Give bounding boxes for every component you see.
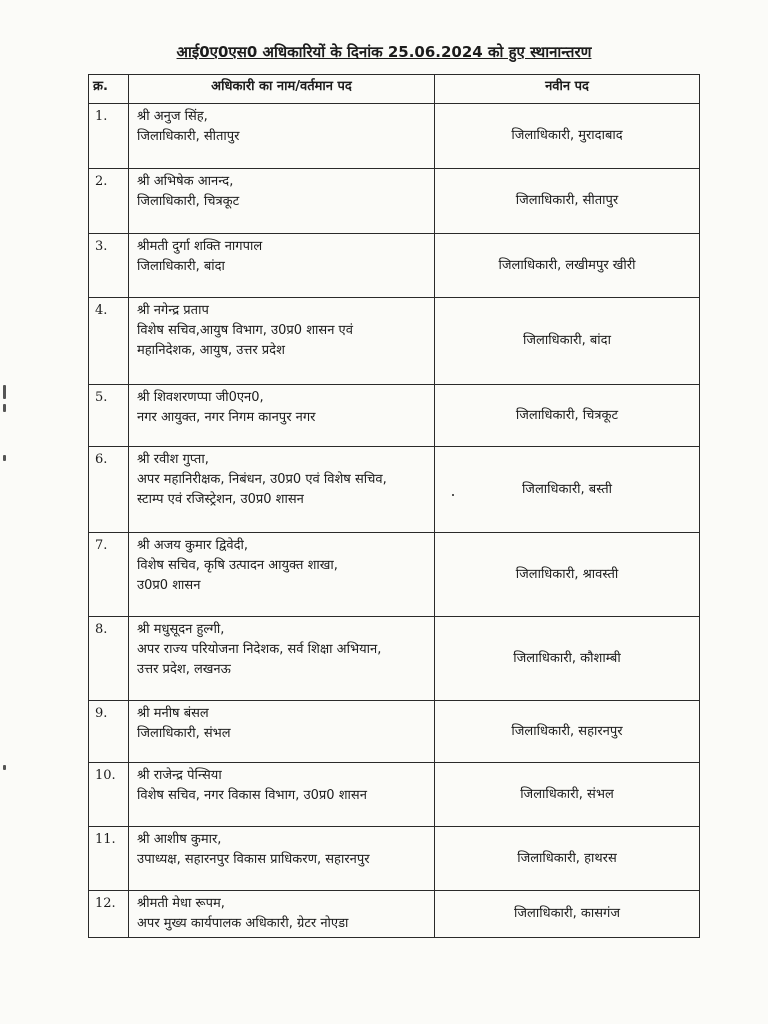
officer-cell [129,385,435,447]
officer-current-post: महानिदेशक, आयुष, उत्तर प्रदेश [137,343,285,358]
table-header-row [89,75,700,104]
stray-dot [452,494,454,496]
officer-name: श्री शिवशरणप्पा जी0एन0, [137,390,264,405]
officer-cell [129,298,435,385]
officer-current-post: विशेष सचिव, नगर विकास विभाग, उ0प्र0 शासन [137,788,367,803]
officer-cell [129,104,435,169]
officer-current-post: उ0प्र0 शासन [137,578,201,593]
officer-current-post: अपर महानिरीक्षक, निबंधन, उ0प्र0 एवं विशेष सचिव, [137,472,387,487]
officer-current-post: जिलाधिकारी, बांदा [137,259,225,274]
new-post-cell: जिलाधिकारी, हाथरस [435,827,700,891]
officer-name: श्री अभिषेक आनन्द, [137,174,234,189]
officer-current-post: जिलाधिकारी, सीतापुर [137,129,240,144]
serial-number: 5. [89,385,129,447]
officer-current-post: जिलाधिकारी, चित्रकूट [137,194,240,209]
new-post-cell: जिलाधिकारी, सहारनपुर [435,701,700,763]
officer-cell [129,701,435,763]
officer-cell [129,827,435,891]
serial-number: 3. [89,234,129,298]
officer-name: श्री नगेन्द्र प्रताप [137,303,209,318]
officer-cell [129,234,435,298]
document-title: आई0ए0एस0 अधिकारियों के दिनांक 25.06.2024 को हुए स्थानान्तरण [176,43,592,61]
serial-number: 12. [89,891,129,938]
serial-number: 7. [89,533,129,617]
scan-edge-mark [3,455,6,461]
serial-number: 6. [89,447,129,533]
officer-name: श्री अजय कुमार द्विवेदी, [137,538,249,553]
new-post-cell: जिलाधिकारी, सीतापुर [435,169,700,234]
officer-name: श्री मधुसूदन हुल्गी, [137,622,225,637]
new-post-cell: जिलाधिकारी, बस्ती [435,447,700,533]
officer-current-post: उपाध्यक्ष, सहारनपुर विकास प्राधिकरण, सहारनपुर [137,852,370,867]
officer-name: श्री अनुज सिंह, [137,109,208,124]
officer-name: श्रीमती मेधा रूपम, [137,896,225,911]
serial-number: 2. [89,169,129,234]
table-row [89,447,700,533]
table-row [89,827,700,891]
officer-cell [129,447,435,533]
officer-current-post: अपर मुख्य कार्यपालक अधिकारी, ग्रेटर नोएडा [137,916,349,931]
scan-edge-mark [3,385,6,399]
table-row [89,385,700,447]
new-post-cell: जिलाधिकारी, मुरादाबाद [435,104,700,169]
officer-current-post: जिलाधिकारी, संभल [137,726,231,741]
transfer-table [88,74,700,938]
scan-edge-mark [3,765,6,770]
new-post-cell: जिलाधिकारी, कौशाम्बी [435,617,700,701]
table-row [89,617,700,701]
officer-name: श्रीमती दुर्गा शक्ति नागपाल [137,239,263,254]
new-post-cell: जिलाधिकारी, कासगंज [435,891,700,938]
new-post-cell: जिलाधिकारी, चित्रकूट [435,385,700,447]
header-serial: क्र. [89,75,129,104]
table-body [89,104,700,938]
officer-current-post: उत्तर प्रदेश, लखनऊ [137,662,231,677]
new-post-cell: जिलाधिकारी, लखीमपुर खीरी [435,234,700,298]
serial-number: 10. [89,763,129,827]
table-row [89,169,700,234]
officer-cell [129,891,435,938]
officer-name: श्री राजेन्द्र पेन्सिया [137,768,222,783]
officer-cell [129,617,435,701]
table-row [89,763,700,827]
officer-cell [129,533,435,617]
serial-number: 9. [89,701,129,763]
officer-name: श्री रवीश गुप्ता, [137,452,209,467]
officer-current-post: विशेष सचिव, कृषि उत्पादन आयुक्त शाखा, [137,558,338,573]
officer-cell [129,169,435,234]
table-row [89,533,700,617]
officer-cell [129,763,435,827]
new-post-cell: जिलाधिकारी, श्रावस्ती [435,533,700,617]
officer-current-post: विशेष सचिव,आयुष विभाग, उ0प्र0 शासन एवं [137,323,353,338]
table-row [89,701,700,763]
serial-number: 1. [89,104,129,169]
serial-number: 8. [89,617,129,701]
officer-current-post: अपर राज्य परियोजना निदेशक, सर्व शिक्षा अभियान, [137,642,382,657]
header-officer: अधिकारी का नाम/वर्तमान पद [129,75,435,104]
header-new-post: नवीन पद [435,75,700,104]
officer-name: श्री आशीष कुमार, [137,832,222,847]
serial-number: 11. [89,827,129,891]
new-post-cell: जिलाधिकारी, संभल [435,763,700,827]
serial-number: 4. [89,298,129,385]
scan-edge-mark [3,404,6,412]
table-row [89,298,700,385]
table-row [89,891,700,938]
officer-current-post: नगर आयुक्त, नगर निगम कानपुर नगर [137,410,316,425]
table-row [89,104,700,169]
officer-current-post: स्टाम्प एवं रजिस्ट्रेशन, उ0प्र0 शासन [137,492,304,507]
new-post-cell: जिलाधिकारी, बांदा [435,298,700,385]
table-row [89,234,700,298]
officer-name: श्री मनीष बंसल [137,706,209,721]
